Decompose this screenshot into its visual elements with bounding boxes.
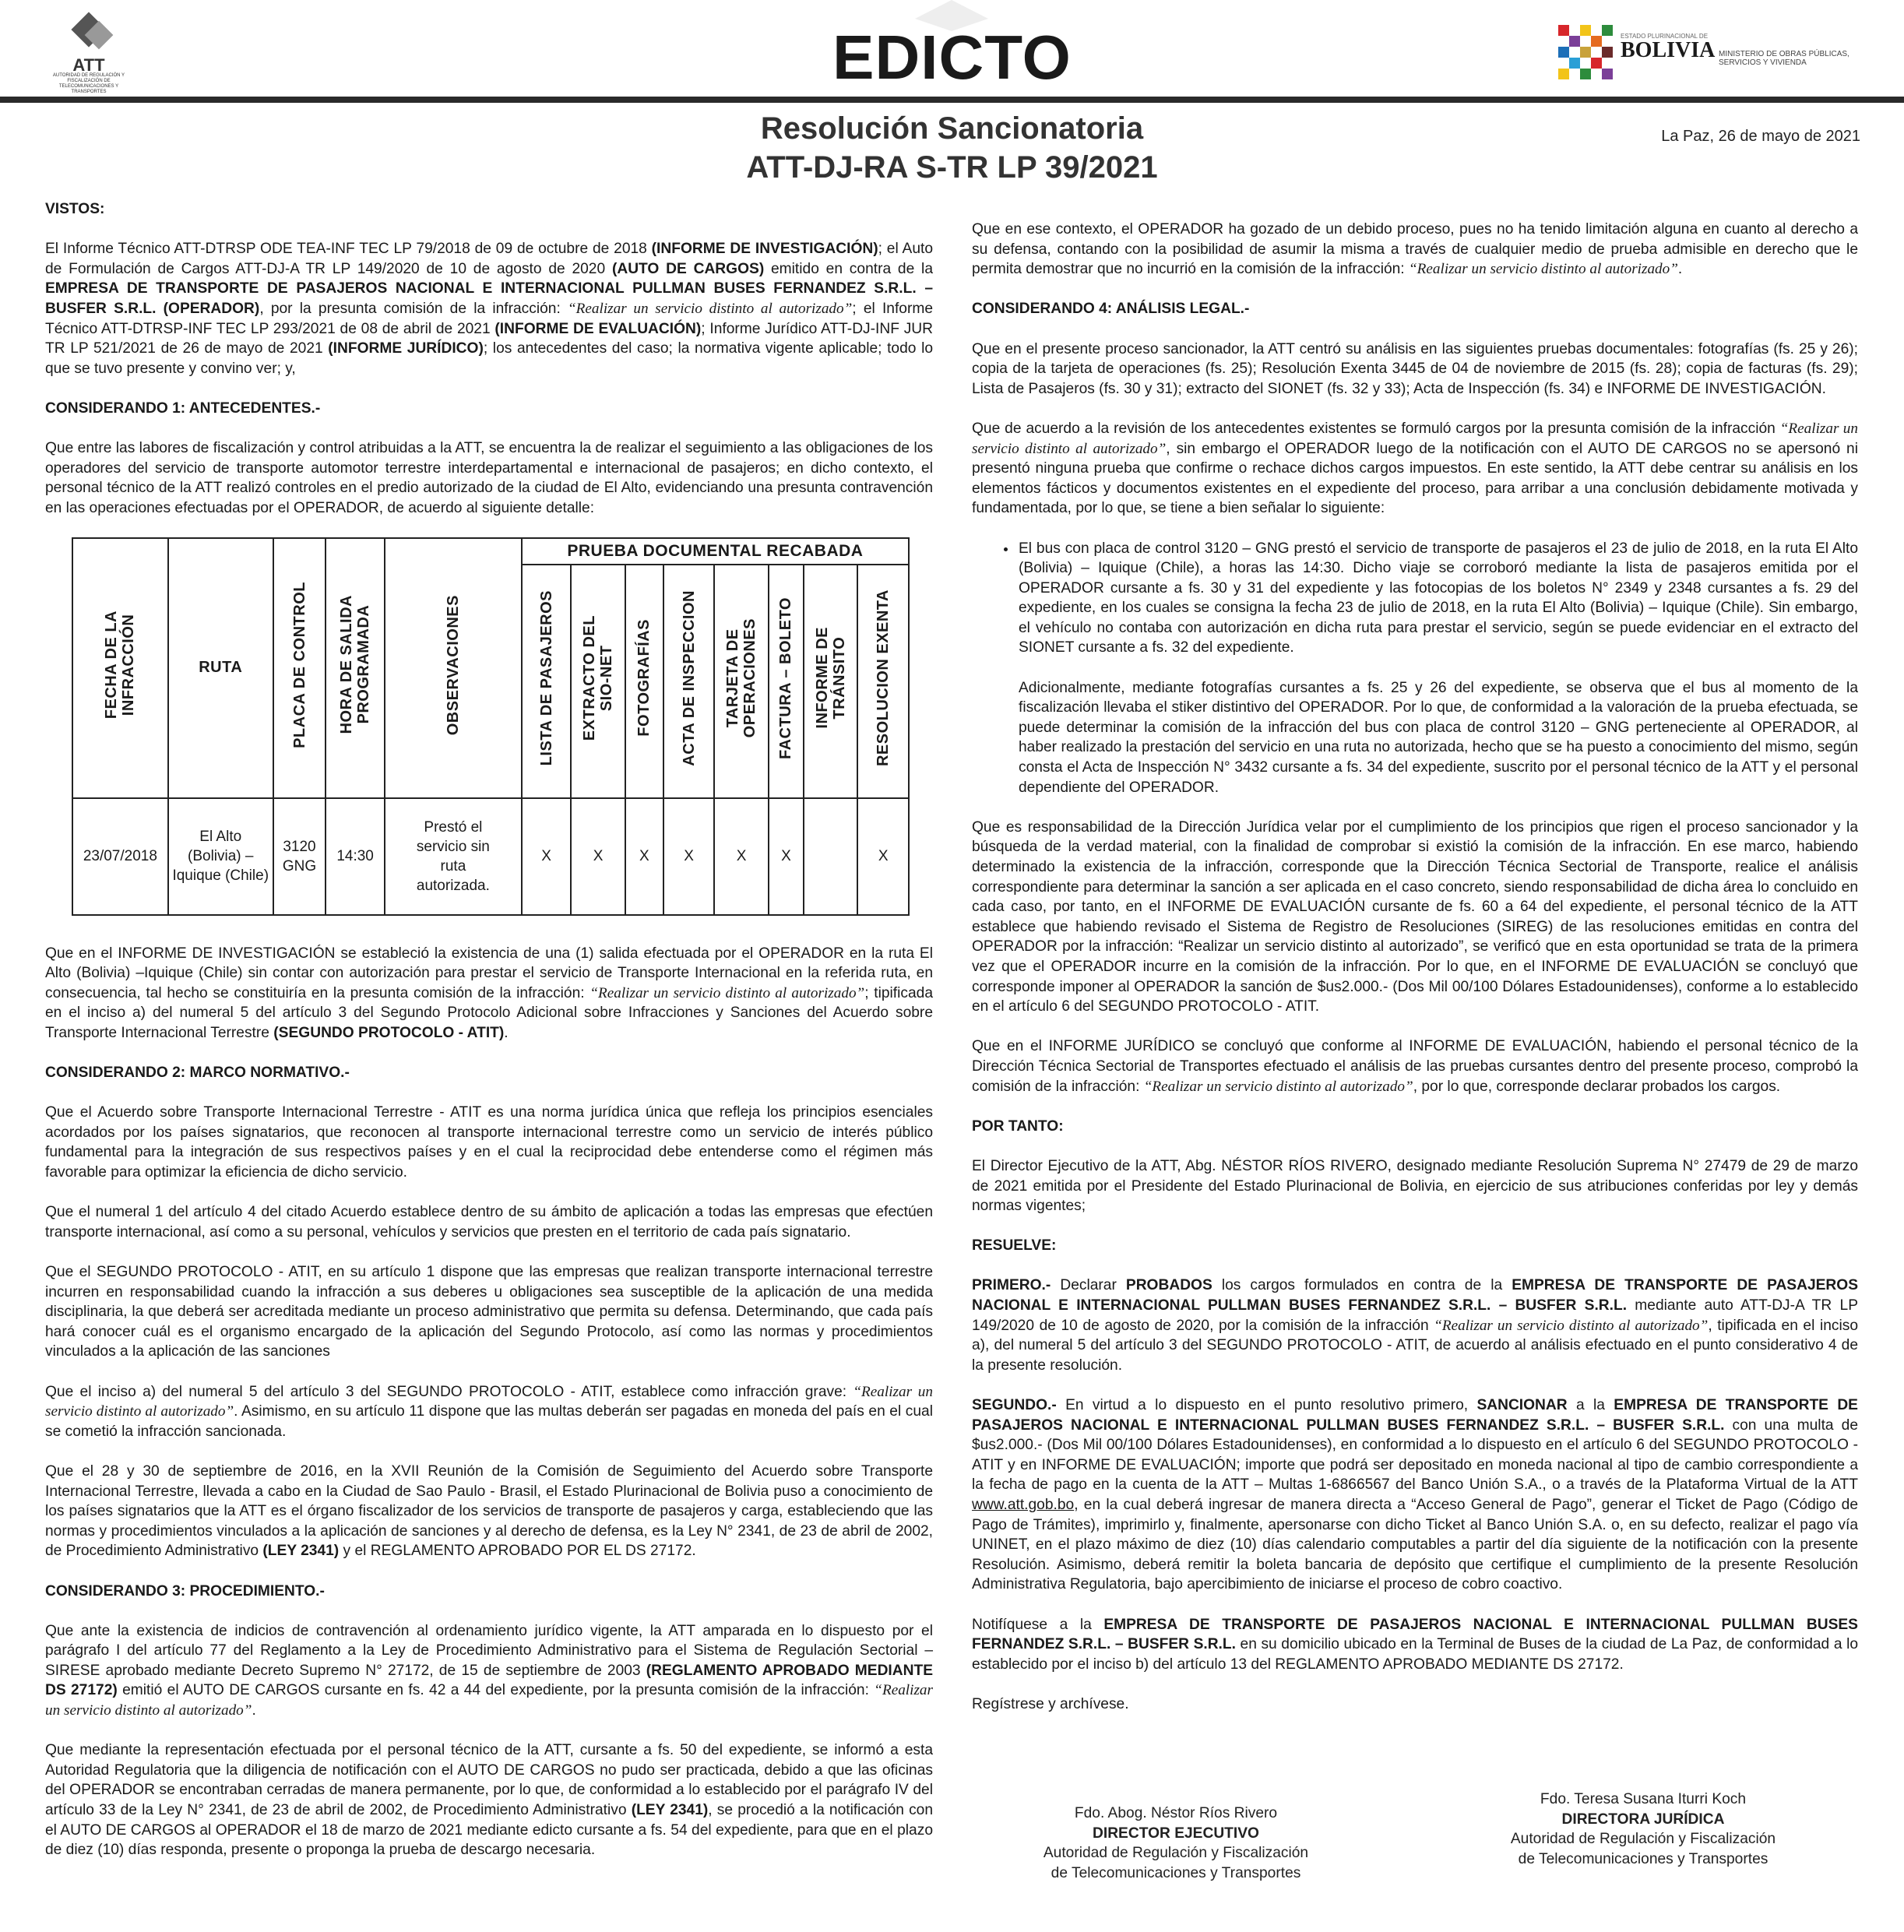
paragraph-procedimiento-1: Que ante la existencia de indicios de contravención al ordenamiento jurídico vigente, la ATT amparada en lo dispuesto por el parágrafo I del artículo 77 del Reglamento a la Ley de Procedimiento Administrativo para el Sistema de Regulación Sectorial – SIRESE aprobado mediante Decreto Supremo N° 27172, de 15 de septiembre de 2003 (REGLAMENTO APROBADO MEDIANTE DS 27172) emitió el AUTO DE CARGOS cursante en fs. 42 a 44 del expediente, por la presunta comisión de la infracción: “Realizar un servicio distinto al autorizado”. xyxy=(45,1622,933,1719)
section-heading-vistos: VISTOS: xyxy=(45,201,105,217)
signature-role: DIRECTOR EJECUTIVO xyxy=(1093,1825,1259,1842)
signature-role: DIRECTORA JURÍDICA xyxy=(1561,1811,1725,1828)
signature-name: Fdo. Teresa Susana Iturri Koch xyxy=(1540,1791,1747,1807)
table-header-cell: TARJETA DE OPERACIONES xyxy=(714,565,769,798)
page-header xyxy=(0,0,1904,100)
paragraph-analisis-1: Que en el presente proceso sancionador, la ATT centró su análisis en las siguientes pruebas documentales: fotografías (fs. 25 y 26); copia de la tarjeta de operaciones (fs. 25); Resolución Exenta 3445 de 04 de noviembre de 2015 (fs. 28); copia de facturas (fs. 29); Lista de Pasajeros (fs. 30 y 31); extracto del SIONET (fs. 32 y 33); Acta de Inspección (fs. 34) e INFORME DE INVESTIGACIÓN. xyxy=(972,340,1858,397)
paragraph-analisis-3: Que es responsabilidad de la Dirección Jurídica velar por el cumplimiento de los principios que rigen el proceso sancionador y la búsqueda de la verdad material, con la finalidad de comprobar si existió la comisión de la infracción. En ese marco, habiendo determinado la existencia de la infracción, corresponde que la Dirección Técnica Sectorial de Transporte, realice el análisis correspondiente para determinar la sanción a ser aplicada en el caso concreto, siendo responsabilidad de dicha área lo concluido en cada caso, por tanto, en el INFORME DE EVALUACIÓN cursante de fs. 60 a 64 del expediente, el personal técnico de la ATT establece que habiendo revisado el Sistema de Registro de Resoluciones (SIREG) de las resoluciones emitidas en contra del OPERADOR por la infracción: “Realizar un servicio distinto al autorizado”, se verificó que en esta oportunidad se trata de la primera vez que el OPERADOR incurre en la comisión de la infracción. Por lo que, en el INFORME DE EVALUACIÓN se concluyó que corresponde imponer al OPERADOR la sanción de $us2.000.- (Dos Mil 00/100 Dólares Estadounidenses), conforme a lo establecido en el artículo 6 del SEGUNDO PROTOCOLO - ATIT. xyxy=(972,818,1858,1015)
table-cell: X xyxy=(625,798,663,915)
table-cell: 3120 GNG xyxy=(273,798,326,915)
signature-director-ejecutivo xyxy=(1012,1804,1339,1883)
paragraph-segundo: SEGUNDO.- En virtud a lo dispuesto en el punto resolutivo primero, SANCIONAR a la EMPRESA DE TRANSPORTE DE PASAJEROS NACIONAL E INTERNACIONAL PULLMAN BUSES FERNANDEZ S.R.L. – BUSFER S.R.L. con una multa de $us2.000.- (Dos Mil 00/100 Dólares Estadounidenses), en conformidad a lo dispuesto en el artículo 6 del SEGUNDO PROTOCOLO - ATIT y en INFORME DE EVALUACIÓN; importe que podrá ser depositado en moneda nacional al tipo de cambio correspondiente a la fecha de pago en la cuenta de la ATT – Multas 1-6866567 del Banco Unión S.A., o a través de la Plataforma Virtual de la ATT www.att.gob.bo, en la cual deberá ingresar de manera directa a “Acceso General de Pago”, generar el Ticket de Pago (Código de Pago de Trámites), imprimirlo y, finalmente, apersonarse con dicho Ticket al Banco Unión S.A. o, en su defecto, realizar el pago vía UNINET, en el plazo máximo de diez (10) días calendario computables a partir del día siguiente de la notificación con la presente Resolución. Asimismo, deberá remitir la boleta bancaria de depósito que certifique el cumplimiento de la presente Resolución Administrativa Regulatoria, bajo apercibimiento de iniciarse el proceso de cobro coactivo. xyxy=(972,1397,1858,1593)
section-heading-resuelve: RESUELVE: xyxy=(972,1237,1057,1255)
edicto-heading: EDICTO xyxy=(832,23,1072,92)
table-row xyxy=(72,798,909,915)
paragraph-notifiquese: Notifíquese a la EMPRESA DE TRANSPORTE DE PASAJEROS NACIONAL E INTERNACIONAL PULLMAN BUSES FERNANDEZ S.R.L. – BUSFER S.R.L. en su domicilio ubicado en la Terminal de Buses de la ciudad de La Paz, de conformidad a lo establecido por el inciso b) del artículo 13 del REGLAMENTO APROBADO MEDIANTE DS 27172. xyxy=(972,1616,1859,1673)
section-heading-considerando-1: CONSIDERANDO 1: ANTECEDENTES.- xyxy=(45,399,321,417)
emblem-tile xyxy=(1558,25,1569,36)
table-cell: X xyxy=(714,798,769,915)
right-column xyxy=(972,220,1858,1734)
paragraph-primero: PRIMERO.- Declarar PROBADOS los cargos formulados en contra de la EMPRESA DE TRANSPORTE DE PASAJEROS NACIONAL E INTERNACIONAL PULLMAN BUSES FERNANDEZ S.R.L. – BUSFER S.R.L. mediante auto ATT-DJ-A TR LP 149/2020 de 10 de agosto de 2020, por la comisión de la infracción “Realizar un servicio distinto al autorizado”, tipificada en el inciso a), del numeral 5 del artículo 3 del SEGUNDO PROTOCOLO - ATIT, de acuerdo al análisis efectuado en el punto considerativo 4 de la presente resolución. xyxy=(972,1277,1858,1374)
header-divider xyxy=(0,97,1904,103)
table-header-cell: ACTA DE INSPECCION xyxy=(663,565,714,798)
paragraph-registrese: Regístrese y archívese. xyxy=(972,1695,1129,1712)
emblem-tile xyxy=(1580,47,1591,58)
signature-org: de Telecomunicaciones y Transportes xyxy=(1518,1850,1769,1867)
left-column xyxy=(45,199,933,1880)
paragraph-marco-2: Que el numeral 1 del artículo 4 del citado Acuerdo establece dentro de su ámbito de aplicación a todas las empresas que efectúen transporte internacional, así como a su personal, vehículos y servicios que presten en el territorio de cada país signatario. xyxy=(45,1204,933,1240)
gov-country-name: BOLIVIA xyxy=(1621,38,1716,62)
paragraph-procedimiento-2: Que mediante la representación efectuada por el personal técnico de la ATT, cursante a fs. 50 del expediente, se informó a esta Autoridad Regulatoria que la diligencia de notificación con el AUTO DE CARGOS no pudo ser practicada, debido a que las oficinas del OPERADOR se encontraban cerradas de manera permanente, por lo que, de conformidad a lo establecido por el parágrafo IV del artículo 33 de la Ley N° 2341, de 23 de abril de 2002, de Procedimiento Administrativo (LEY 2341), se procedió a la notificación con el AUTO DE CARGOS al OPERADOR el 18 de marzo de 2021 mediante edicto cursante a fs. 54 del expediente, para que en el plazo de diez (10) días responda, presente o proponga la prueba de descargo necesaria. xyxy=(45,1742,934,1859)
table-header-cell: PLACA DE CONTROL xyxy=(273,538,326,798)
paragraph-marco-5: Que el 28 y 30 de septiembre de 2016, en la XVII Reunión de la Comisión de Seguimiento del Acuerdo sobre Transporte Internacional Terrestre, llevada a cabo en la Ciudad de Sao Paulo - Brasil, el Estado Plurinacional de Bolivia puso a conocimiento de los países signatarios que la ATT es el órgano fiscalizador de los servicios de transporte de pasajeros y carga, estableciendo que las normas y procedimientos vinculados a la aplicación de sanciones y al derecho de defensa, es la Ley N° 2341, de 23 de abril de 2002, de Procedimiento Administrativo (LEY 2341) y el REGLAMENTO APROBADO POR EL DS 27172. xyxy=(45,1462,933,1560)
table-cell: 14:30 xyxy=(326,798,385,915)
resolution-title: Resolución Sancionatoria xyxy=(760,111,1144,146)
paragraph-antecedentes: Que entre las labores de fiscalización y control atribuidas a la ATT, se encuentra la de realizar el seguimiento a las obligaciones de los operadores del servicio de transporte automotor terrestre interdepartamental e internacional de pasajeros; en dicho contexto, el personal técnico de la ATT realizó controles en el predio autorizado de la ciudad de El Alto, evidenciando una presunta contravención en las operaciones efectuadas por el OPERADOR, de acuerdo al siguiente detalle: xyxy=(45,440,933,516)
table-group-header: PRUEBA DOCUMENTAL RECABADA xyxy=(522,538,909,565)
emblem-tile xyxy=(1580,69,1591,79)
table-header-cell: OBSERVACIONES xyxy=(385,538,522,798)
signature-directora-juridica xyxy=(1480,1789,1807,1869)
emblem-tile xyxy=(1569,36,1580,47)
paragraph-analisis-2: Que de acuerdo a la revisión de los antecedentes existentes se formuló cargos por la presunta comisión de la infracción “Realizar un servicio distinto al autorizado”, sin embargo el OPERADOR luego de la notificación con el AUTO DE CARGOS no se apersonó ni presentó ninguna prueba que confirme o rechace dichos cargos impuestos. En este sentido, la ATT debe centrar su análisis en los elementos fácticos y documentos existentes en el expediente del proceso, para arribar a una conclusión debidamente motivada y fundamentada, por lo que, se tiene a bien señalar lo siguiente: xyxy=(972,420,1858,517)
emblem-tile xyxy=(1558,69,1569,79)
table-cell: Prestó el servicio sin ruta autorizada. xyxy=(385,798,522,915)
table-header-cell: FACTURA – BOLETO xyxy=(769,565,804,798)
table-header-cell: LISTA DE PASAJEROS xyxy=(522,565,571,798)
table-cell: X xyxy=(663,798,714,915)
resolution-number: ATT-DJ-RA S-TR LP 39/2021 xyxy=(746,150,1158,185)
paragraph-por-tanto: El Director Ejecutivo de la ATT, Abg. NÉSTOR RÍOS RIVERO, designado mediante Resolución Suprema N° 27479 de 29 de marzo de 2021 emitida por el Presidente del Estado Plurinacional de Bolivia, en ejercicio de sus atribuciones conferidas por ley y demás normas vigentes; xyxy=(972,1157,1858,1215)
emblem-tile xyxy=(1602,47,1613,58)
paragraph-marco-4: Que el inciso a) del numeral 5 del artículo 3 del SEGUNDO PROTOCOLO - ATIT, establece como infracción grave: “Realizar un servicio distinto al autorizado”. Asimismo, en su artículo 11 dispone que las multas deberán ser pagadas en moneda del país en el cual se cometió la infracción sancionada. xyxy=(45,1383,933,1440)
signature-org: de Telecomunicaciones y Transportes xyxy=(1051,1864,1301,1881)
emblem-tile xyxy=(1602,69,1613,79)
paragraph-vistos: El Informe Técnico ATT-DTRSP ODE TEA-INF TEC LP 79/2018 de 09 de octubre de 2018 (INFORME DE INVESTIGACIÓN); el Auto de Formulación de Cargos ATT-DJ-A TR LP 149/2020 de 10 de agosto de 2020 (AUTO DE CARGOS) emitido en contra de la EMPRESA DE TRANSPORTE DE PASAJEROS NACIONAL E INTERNACIONAL PULLMAN BUSES FERNANDEZ S.R.L. – BUSFER S.R.L. (OPERADOR), por la presunta comisión de la infracción: “Realizar un servicio distinto al autorizado”; el Informe Técnico ATT-DTRSP-INF TEC LP 293/2021 de 08 de abril de 2021 (INFORME DE EVALUACIÓN); Informe Jurídico ATT-DJ-INF JUR TR LP 521/2021 de 26 de mayo de 2021 (INFORME JURÍDICO); los antecedentes del caso; la normativa vigente aplicable; todo lo que se tuvo presente y convino ver; y, xyxy=(45,241,934,377)
ministry-name: MINISTERIO DE OBRAS PÚBLICAS, SERVICIOS Y VIVIENDA xyxy=(1719,50,1849,67)
table-header-cell: RUTA xyxy=(168,538,273,798)
table-header-cell: HORA DE SALIDA PROGRAMADA xyxy=(326,538,385,798)
table-header-cell: INFORME DE TRÁNSITO xyxy=(804,565,858,798)
signature-org: Autoridad de Regulación y Fiscalización xyxy=(1043,1845,1309,1862)
table-cell: X xyxy=(769,798,804,915)
table-cell: El Alto (Bolivia) – Iquique (Chile) xyxy=(168,798,273,915)
paragraph-informe-investigacion: Que en el INFORME DE INVESTIGACIÓN se estableció la existencia de una (1) salida efectuada por el OPERADOR en la ruta El Alto (Bolivia) –Iquique (Chile) sin contar con autorización para prestar el servicio de Transporte Internacional en la referida ruta, en consecuencia, tal hecho se constituiría en la presunta comisión de la infracción: “Realizar un servicio distinto al autorizado”; tipificada en el inciso a) del numeral 5 del artículo 3 del Segundo Protocolo Adicional sobre Infracciones y Sanciones del Acuerdo sobre Transporte Internacional Terrestre (SEGUNDO PROTOCOLO - ATIT). xyxy=(45,945,934,1041)
att-logo-text: ATT xyxy=(72,55,105,75)
section-heading-considerando-2: CONSIDERANDO 2: MARCO NORMATIVO.- xyxy=(45,1065,350,1082)
emblem-tile xyxy=(1591,58,1602,69)
table-cell: X xyxy=(857,798,909,915)
list-item: • El bus con placa de control 3120 – GNG prestó el servicio de transporte de pasajeros el 23 de julio de 2018, en la ruta El Alto (Bolivia) – Iquique (Chile), a horas las 14:30. Dicho viaje se corroboró mediante la lista de pasajeros emitida por el OPERADOR cursante a fs. 30 y 31 del expediente y las fotocopias de los boletos N° 2349 y 2348 cursantes a fs. 29 del expediente, en los cuales se consigna la fecha 23 de julio de 2018, en la ruta El Alto (Bolivia) – Iquique (Chile). Sin embargo, el vehículo no contaba con autorización en dicha ruta para prestar el servicio, según se puede evidenciar en el extracto del SIONET cursante a fs. 32 del expediente. Adicionalmente, mediante fotografías cursantes a fs. 25 y 26 del expediente, se observa que el bus al momento de la fiscalización llevaba el stiker distintivo del OPERADOR. Por lo que, de conformidad a la valoración de la prueba efectuada, se puede determinar la comisión de la infracción del bus con placa de control 3120 – GNG perteneciente al OPERADOR, al haber realizado la prestación del servicio en una ruta no autorizada, hecho que se ha puesto a conocimiento del mismo, según consta el Acta de Inspección N° 3432 cursante a fs. 34 del expediente, suscrito por el personal técnico de la ATT y el personal dependiente del OPERADOR. xyxy=(1017,539,1858,798)
table-cell: 23/07/2018 xyxy=(72,798,168,915)
emblem-tile xyxy=(1591,36,1602,47)
bolivia-logo xyxy=(1554,22,1865,84)
section-heading-considerando-3: CONSIDERANDO 3: PROCEDIMIENTO.- xyxy=(45,1582,325,1599)
paragraph-marco-1: Que el Acuerdo sobre Transporte Internacional Terrestre - ATIT es una norma jurídica única que refleja los principios esenciales acordados por los países signatarios, que reconocen al transporte internacional terrestre como un servicio de interés público fundamental para la integración de sus respectivos países y en el cual la reciprocidad debe entenderse como el régimen más favorable para optimizar la eficiencia de dicho servicio. xyxy=(45,1104,933,1181)
resolution-date: La Paz, 26 de mayo de 2021 xyxy=(1661,128,1860,145)
att-logo-subtitle: AUTORIDAD DE REGULACIÓN Y FISCALIZACIÓN DE TELECOMUNICACIONES Y TRANSPORTES xyxy=(52,73,125,94)
emblem-tile xyxy=(1602,25,1613,36)
table-header-cell: FOTOGRAFÍAS xyxy=(625,565,663,798)
table-header-cell: FECHA DE LA INFRACCIÓN xyxy=(72,538,168,798)
emblem-tile xyxy=(1580,25,1591,36)
table-header-cell: RESOLUCION EXENTA xyxy=(857,565,909,798)
emblem-tile xyxy=(1558,47,1569,58)
table-cell: X xyxy=(571,798,625,915)
table-header-cell: EXTRACTO DEL SIO-NET xyxy=(571,565,625,798)
emblem-tile xyxy=(1569,58,1580,69)
table-cell xyxy=(804,798,858,915)
table-cell: X xyxy=(522,798,571,915)
findings-list xyxy=(1017,539,1858,798)
paragraph-analisis-4: Que en el INFORME JURÍDICO se concluyó que conforme al INFORME DE EVALUACIÓN, habiendo el personal técnico de la Dirección Técnica Sectorial de Transportes efectuado el análisis de las pruebas cursantes dentro del presente proceso, comprobó la comisión de la infracción: “Realizar un servicio distinto al autorizado”, por lo que, corresponde declarar probados los cargos. xyxy=(972,1038,1858,1095)
signature-name: Fdo. Abog. Néstor Ríos Rivero xyxy=(1074,1805,1278,1821)
section-heading-considerando-4: CONSIDERANDO 4: ANÁLISIS LEGAL.- xyxy=(972,301,1250,318)
paragraph-marco-3: Que el SEGUNDO PROTOCOLO - ATIT, en su artículo 1 dispone que las empresas que realizan transporte internacional terrestre incurren en responsabilidad cuando la infracción a sus deberes u obligaciones sea susceptible de la aplicación de una medida disciplinaria, la que deberá ser acreditada mediante un proceso administrativo que permita su defensa. Determinando, que cada país hará conocer cuál es el organismo encargado de la aplicación del Segundo Protocolo, así como las normas y procedimientos vinculados a la aplicación de las sanciones xyxy=(45,1264,933,1360)
paragraph-debido-proceso: Que en ese contexto, el OPERADOR ha gozado de un debido proceso, pues no ha tenido limitación alguna en cuanto al derecho a su defensa, contando con la posibilidad de asumir la misma a través de cualquier medio de prueba admisible en derecho que le permita demostrar que no incurrió en la comisión de la infracción: “Realizar un servicio distinto al autorizado”. xyxy=(972,221,1858,278)
signature-org: Autoridad de Regulación y Fiscalización xyxy=(1510,1831,1776,1848)
gov-small-text: ESTADO PLURINACIONAL DE xyxy=(1621,33,1709,40)
section-heading-por-tanto: POR TANTO: xyxy=(972,1117,1064,1135)
bolivia-emblem-icon xyxy=(1558,25,1613,79)
evidence-table xyxy=(72,537,910,916)
